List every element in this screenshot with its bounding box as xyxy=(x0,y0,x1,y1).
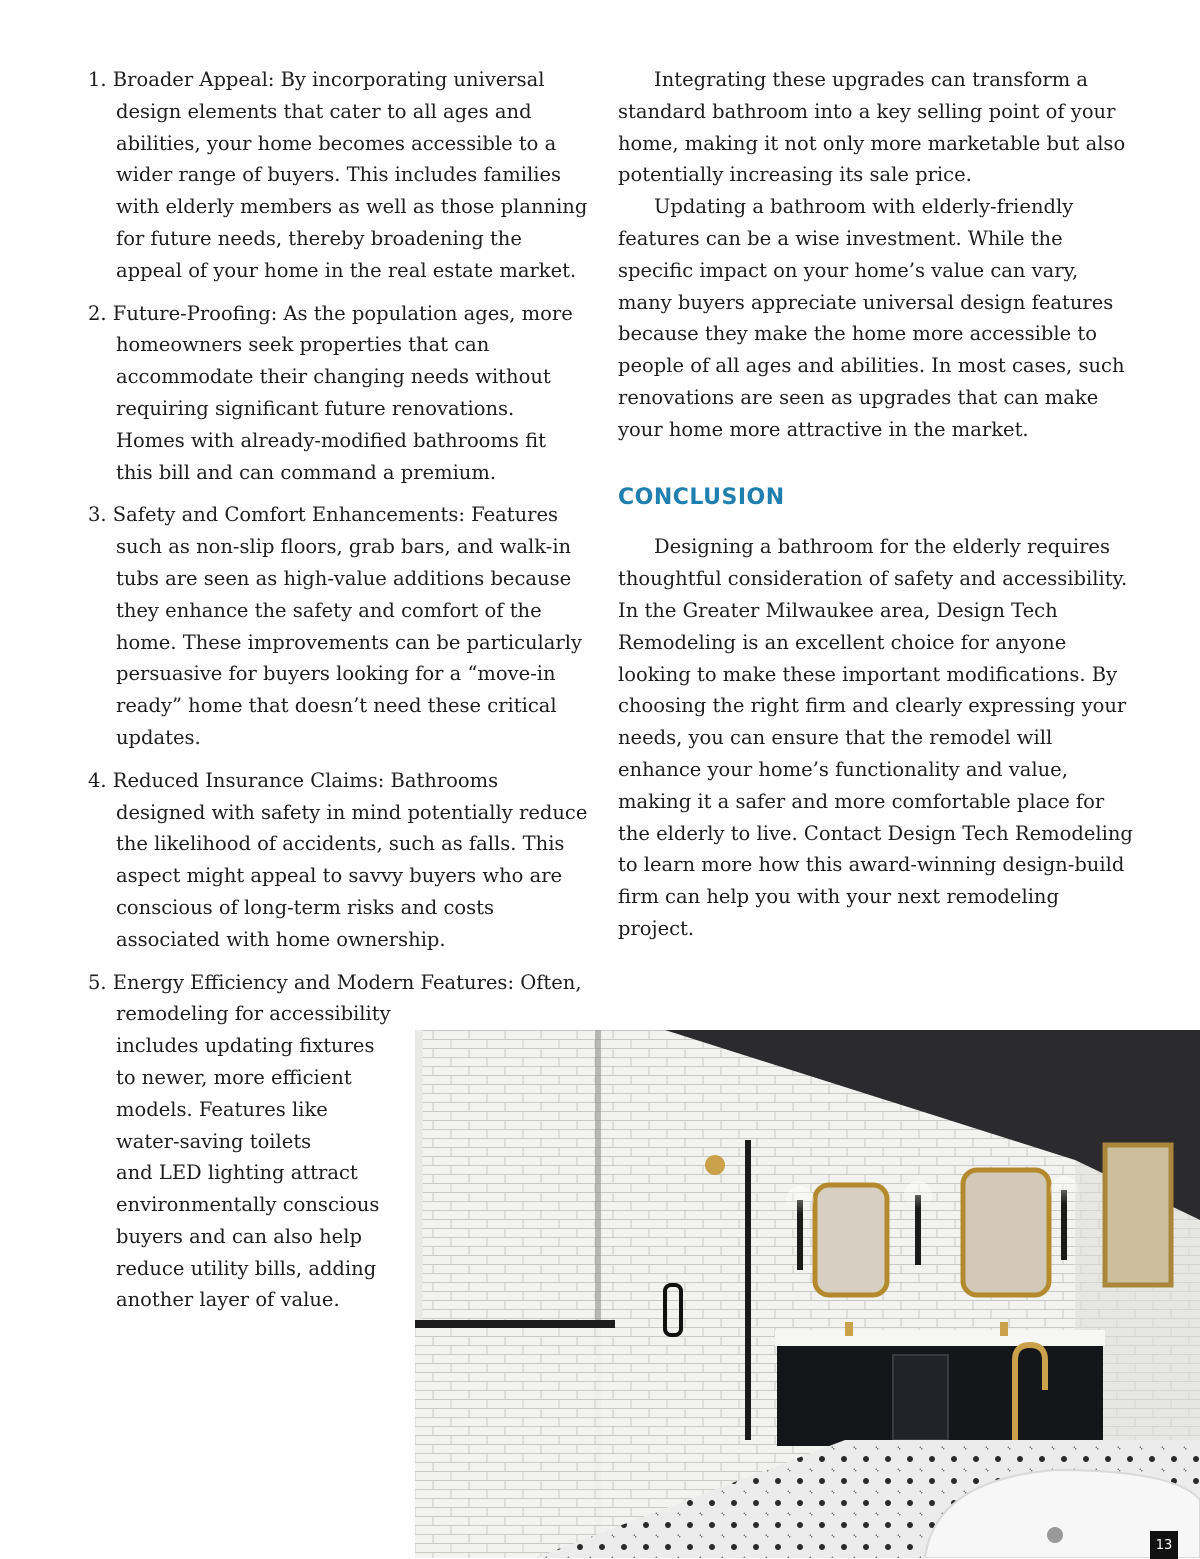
item5-line: buyers and can also help xyxy=(116,1224,362,1248)
item5-line: 5. Energy Efficiency and Modern Features: Often, xyxy=(88,970,582,994)
item5-line: models. Features like xyxy=(116,1097,328,1121)
item5-line: reduce utility bills, adding xyxy=(116,1256,377,1280)
item5-line: environmentally conscious xyxy=(116,1193,380,1217)
list-item-broader-appeal: 1. Broader Appeal: By incorporating universal design elements that cater to all ages and abilities, your home becomes accessible to a wider range of buyers. This includes families with elderly members as well as those planning for future needs, thereby broadening the appeal of your home in the real estate market. xyxy=(88,68,588,282)
item5-line: another layer of value. xyxy=(116,1288,340,1312)
list-item-future-proofing: 2. Future-Proofing: As the population ages, more homeowners seek properties that can accommodate their changing needs without requiring significant future renovations. Homes with already-modified bathrooms fit this bill and can command a premium. xyxy=(88,301,573,484)
list-item-insurance-claims: 4. Reduced Insurance Claims: Bathrooms designed with safety in mind potentially reduce the likelihood of accidents, such as falls. This aspect might appeal to savvy buyers who are conscious of long-term risks and costs associated with home ownership. xyxy=(88,768,588,951)
item5-line: and LED lighting attract xyxy=(116,1161,358,1185)
item5-line: water-saving toilets xyxy=(116,1129,312,1153)
bathroom-photo xyxy=(415,1030,1200,1558)
item5-line: includes updating fixtures xyxy=(116,1034,375,1058)
item5-line: remodeling for accessibility xyxy=(116,1002,391,1026)
paragraph-conclusion: Designing a bathroom for the elderly requires thoughtful consideration of safety and accessibility. In the Greater Milwaukee area, Design Tech Remodeling is an excellent choice for anyone looking to make these important modifications. By choosing the right firm and clearly expressing your needs, you can ensure that the remodel will enhance your home’s functionality and value, making it a safer and more comfortable place for the elderly to live. Contact Design Tech Remodeling to learn more how this award-winning design-build firm can help you with your next remodeling project. xyxy=(618,535,1133,940)
paragraph-upgrades: Integrating these upgrades can transform a standard bathroom into a key selling point of your home, making it not only more marketable but also potentially increasing its sale price. xyxy=(618,68,1126,187)
item5-line: to newer, more efficient xyxy=(116,1065,352,1089)
paragraph-investment: Updating a bathroom with elderly-friendly features can be a wise investment. While the specific impact on your home’s value can vary, many buyers appreciate universal design features because they make the home more accessible to people of all ages and abilities. In most cases, such renovations are seen as upgrades that can make your home more attractive in the market. xyxy=(618,195,1125,441)
right-column xyxy=(618,64,1138,945)
page-number: 13 xyxy=(1150,1531,1178,1559)
list-item-safety-comfort: 3. Safety and Comfort Enhancements: Features such as non-slip floors, grab bars, and walk-in tubs are seen as high-value additions because they enhance the safety and comfort of the home. These improvements can be particularly persuasive for buyers looking for a “move-in ready” home that doesn’t need these critical updates. xyxy=(88,503,582,749)
conclusion-heading: CONCLUSION xyxy=(618,484,785,510)
